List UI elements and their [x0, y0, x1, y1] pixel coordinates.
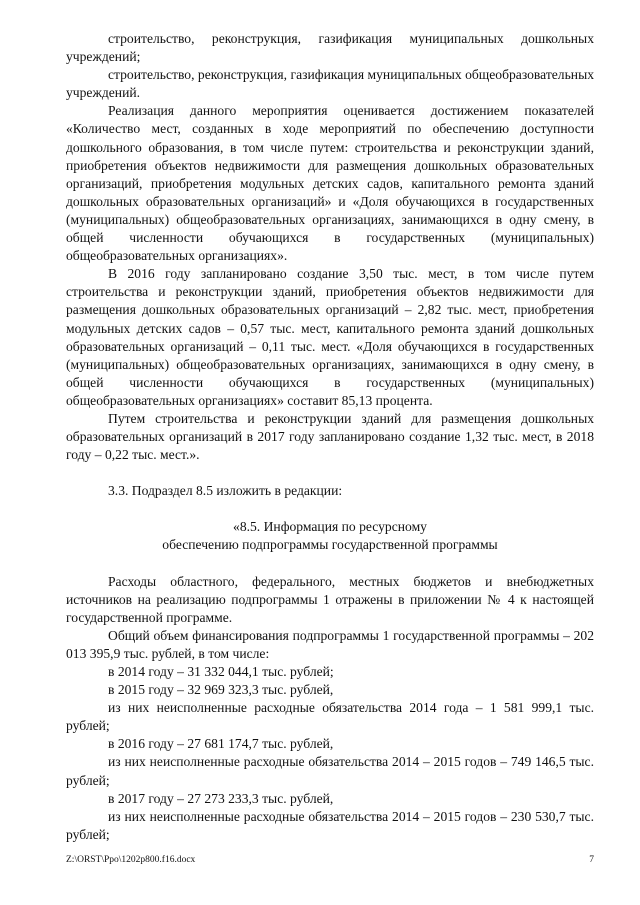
list-item: в 2016 году – 27 681 174,7 тыс. рублей,: [108, 736, 334, 752]
paragraph: Путем строительства и реконструкции зданий для размещения дошкольных образовательных организаций в 2017 году запланировано создание 1,32 тыс. мест, в 2018 году – 0,22 тыс. мест.».: [66, 410, 594, 463]
page-number: 7: [589, 855, 594, 865]
list-item: в 2017 году – 27 273 233,3 тыс. рублей,: [108, 790, 334, 806]
list-item: в 2015 году – 32 969 323,3 тыс. рублей,: [108, 682, 334, 698]
list-item: в 2014 году – 31 332 044,1 тыс. рублей;: [108, 664, 334, 679]
section-heading-line-1: «8.5. Информация по ресурсному: [233, 519, 427, 535]
paragraph: Расходы областного, федерального, местных бюджетов и внебюджетных источников на реализацию подпрограммы 1 отражены в приложении № 4 к настоящей государственной программе.: [66, 573, 594, 625]
list-item: из них неисполненные расходные обязательства 2014 года – 1 581 999,1 тыс. рублей;: [66, 700, 594, 734]
paragraph: строительство, реконструкция, газификация муниципальных общеобразовательных учреждений.: [66, 67, 594, 101]
list-item: из них неисполненные расходные обязательства 2014 – 2015 годов – 230 530,7 тыс. рублей;: [66, 808, 594, 842]
paragraph: Реализация данного мероприятия оценивается достижением показателей «Количество мест, созданных в ходе мероприятий по обеспечению доступности дошкольного образования, в том числе путем: строительства и реконструкции зданий, приобретения объектов недвижимости для размещения дошкольных образовательных организаций, приобретения модульных детских садов, капитального ремонта зданий дошкольных образовательных организаций» и «Доля обучающихся в государственных (муниципальных) общеобразовательных организациях, занимающихся в одну смену, в общей численности обучающихся в государственных (муниципальных) общеобразовательных организациях».: [66, 103, 594, 264]
paragraph: 3.3. Подраздел 8.5 изложить в редакции:: [108, 483, 343, 499]
paragraph: строительство, реконструкция, газификация муниципальных дошкольных учреждений;: [66, 31, 594, 65]
section-heading-line-2: обеспечению подпрограммы государственной программы: [162, 537, 498, 553]
file-path: Z:\ORST\Ppo\1202p800.f16.docx: [66, 855, 196, 865]
list-item: из них неисполненные расходные обязательства 2014 – 2015 годов – 749 146,5 тыс. рублей;: [66, 754, 594, 788]
paragraph: Общий объем финансирования подпрограммы 1 государственной программы – 202 013 395,9 тыс. рублей, в том числе:: [66, 627, 594, 661]
document-page: [66, 30, 594, 844]
paragraph: В 2016 году запланировано создание 3,50 тыс. мест, в том числе путем строительства и реконструкции зданий, приобретения объектов недвижимости для размещения дошкольных образовательных организаций – 2,82 тыс. мест, приобретения модульных детских садов – 0,57 тыс. мест, капитального ремонта зданий дошкольных образовательных организаций – 0,11 тыс. мест. «Доля обучающихся в государственных (муниципальных) общеобразовательных организациях, занимающихся в одну смену, в общей численности обучающихся в государственных (муниципальных) общеобразовательных организациях» составит 85,13 процента.: [66, 266, 594, 408]
page-footer: [66, 855, 594, 865]
